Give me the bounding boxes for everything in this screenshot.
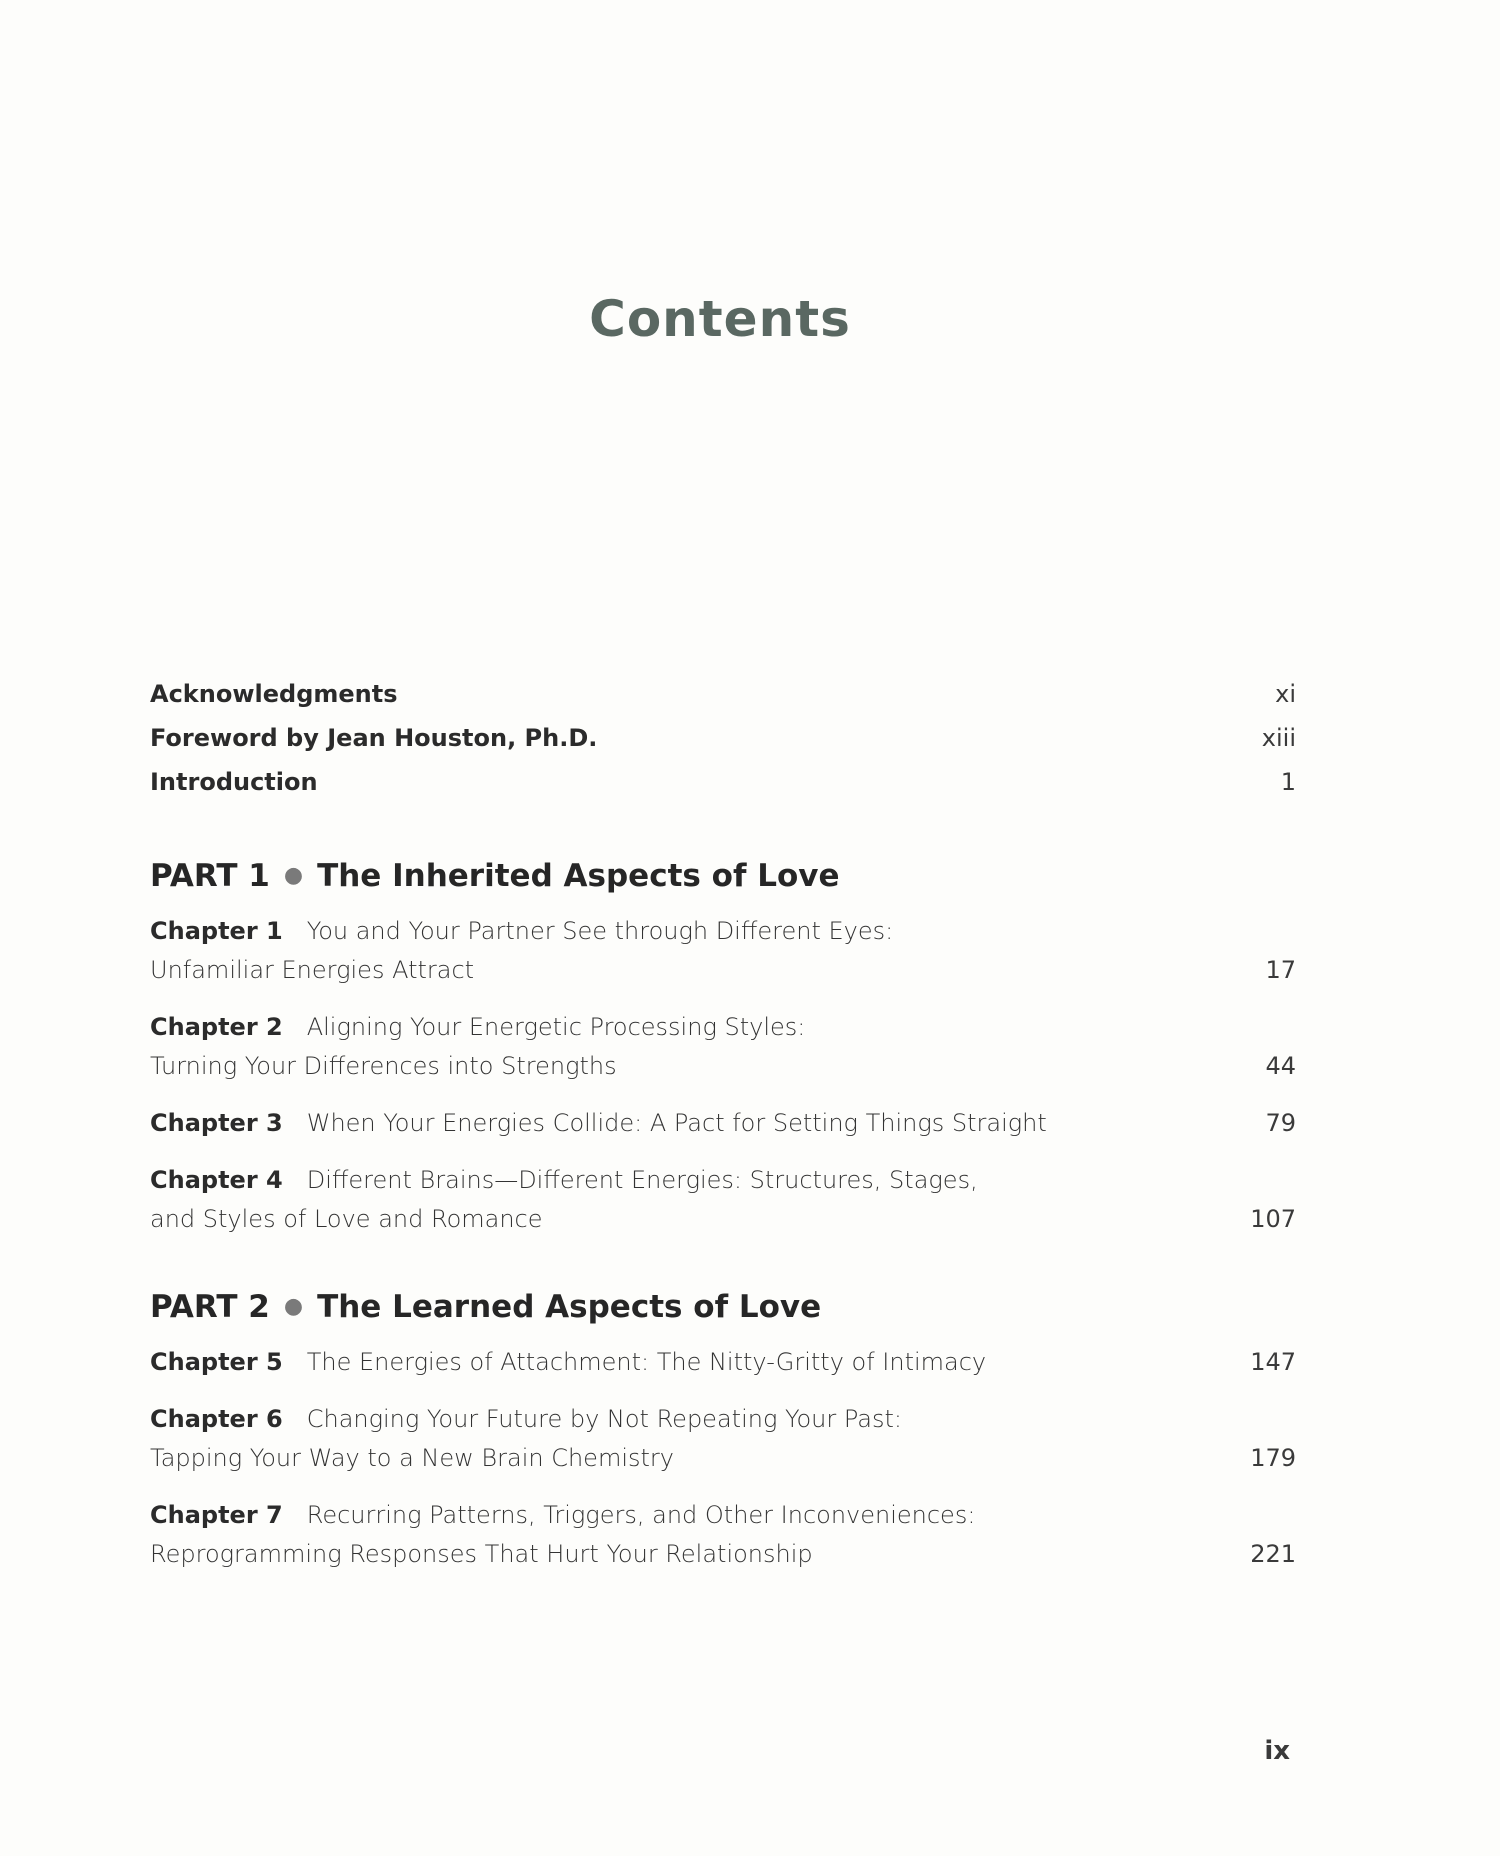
page-number: 1 [1280, 768, 1296, 796]
part-heading-1 [150, 858, 1296, 894]
chapter-label: Chapter 3 [150, 1109, 283, 1137]
page-number: 221 [1250, 1540, 1296, 1568]
page-folio: ix [1264, 1736, 1290, 1766]
part-heading-2 [150, 1289, 1296, 1325]
chapter-title-line2: Tapping Your Way to a New Brain Chemistry [150, 1444, 674, 1472]
page-number: 179 [1250, 1444, 1296, 1472]
chapter-label: Chapter 7 [150, 1501, 283, 1529]
chapter-title-line2: and Styles of Love and Romance [150, 1205, 543, 1233]
chapter-label: Chapter 6 [150, 1405, 283, 1433]
page-number: 44 [1265, 1052, 1296, 1080]
toc-entry-chapter-6[interactable] [150, 1400, 1296, 1478]
chapter-title-line1: Aligning Your Energetic Processing Styles: [306, 1013, 806, 1041]
chapter-title-line1: Different Brains—Different Energies: Structures, Stages, [306, 1166, 978, 1194]
part-label: PART [150, 858, 238, 894]
chapter-label: Chapter 1 [150, 917, 283, 945]
bullet-icon: ● [283, 1294, 304, 1319]
toc-entry-acknowledgments[interactable] [150, 680, 1296, 724]
page-number: 79 [1265, 1109, 1296, 1137]
toc-entry-chapter-7[interactable] [150, 1496, 1296, 1574]
part-label: PART [150, 1289, 238, 1325]
toc-entry-introduction[interactable] [150, 768, 1296, 812]
page-number: 107 [1250, 1205, 1296, 1233]
toc-entry-foreword[interactable] [150, 724, 1296, 768]
part-number: 1 [248, 858, 270, 894]
part-number: 2 [248, 1289, 270, 1325]
entry-label: Foreword by Jean Houston, Ph.D. [150, 724, 598, 752]
chapter-title-line1: Recurring Patterns, Triggers, and Other Inconveniences: [306, 1501, 976, 1529]
chapter-label: Chapter 2 [150, 1013, 283, 1041]
toc-entry-chapter-1[interactable] [150, 912, 1296, 990]
table-of-contents [150, 680, 1296, 1592]
toc-entry-chapter-5[interactable] [150, 1343, 1296, 1382]
part-title: The Inherited Aspects of Love [317, 858, 840, 894]
page-number: 147 [1250, 1348, 1296, 1376]
page-title: Contents [589, 290, 851, 348]
chapter-title-line1: Changing Your Future by Not Repeating Your Past: [306, 1405, 902, 1433]
toc-entry-chapter-2[interactable] [150, 1008, 1296, 1086]
chapter-title-line1: The Energies of Attachment: The Nitty-Gritty of Intimacy [306, 1348, 987, 1376]
entry-label: Acknowledgments [150, 680, 398, 708]
chapter-title-line1: You and Your Partner See through Different Eyes: [306, 917, 894, 945]
bullet-icon: ● [283, 863, 304, 888]
toc-entry-chapter-3[interactable] [150, 1104, 1296, 1143]
page-number: xi [1275, 680, 1296, 708]
part-title: The Learned Aspects of Love [317, 1289, 822, 1325]
chapter-title-line2: Reprogramming Responses That Hurt Your Relationship [150, 1540, 813, 1568]
chapter-title-line2: Unfamiliar Energies Attract [150, 956, 475, 984]
chapter-label: Chapter 5 [150, 1348, 283, 1376]
chapter-title-line2: Turning Your Differences into Strengths [150, 1052, 617, 1080]
toc-entry-chapter-4[interactable] [150, 1161, 1296, 1239]
page-number: xiii [1261, 724, 1296, 752]
entry-label: Introduction [150, 768, 318, 796]
page-number: 17 [1265, 956, 1296, 984]
chapter-label: Chapter 4 [150, 1166, 283, 1194]
chapter-title-line1: When Your Energies Collide: A Pact for Setting Things Straight [306, 1109, 1047, 1137]
